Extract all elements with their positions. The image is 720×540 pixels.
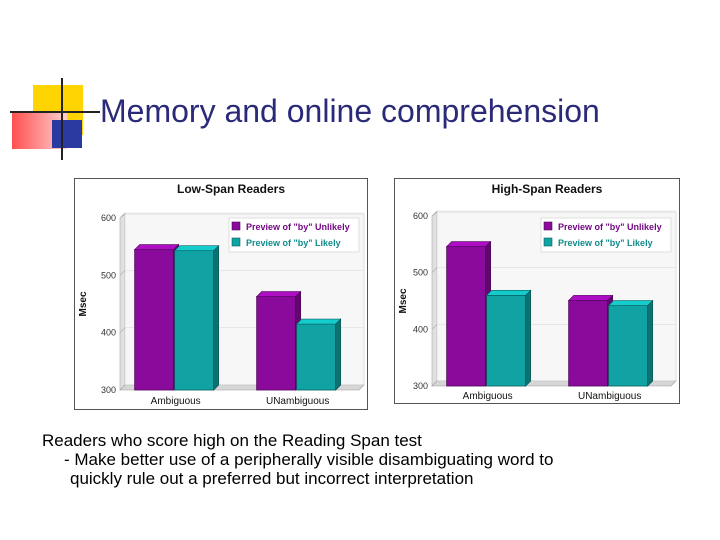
bar-top	[609, 301, 653, 306]
deco-blue-square	[52, 120, 82, 148]
plot-side-wall	[432, 212, 437, 386]
legend-label: Preview of "by" Likely	[558, 238, 653, 248]
y-tick-label: 500	[100, 270, 116, 281]
chart-title: Low-Span Readers	[176, 182, 286, 196]
bar-top	[297, 319, 341, 324]
bar-top	[569, 295, 613, 300]
x-tick-label: UNambiguous	[577, 391, 642, 402]
bar	[569, 300, 608, 386]
bar	[487, 295, 526, 386]
bar-top	[175, 246, 219, 251]
chart-title: High-Span Readers	[491, 182, 603, 196]
bar	[135, 250, 174, 390]
legend-swatch	[232, 238, 240, 246]
high-span-chart-svg	[394, 178, 680, 404]
legend-swatch	[232, 222, 240, 230]
legend-label: Preview of "by" Unlikely	[558, 222, 662, 232]
x-tick-label: UNambiguous	[265, 396, 330, 407]
bar	[609, 306, 648, 386]
legend	[229, 218, 359, 252]
body-line-2: - Make better use of a peripherally visible disambiguating word to	[64, 450, 554, 469]
legend-label: Preview of "by" Likely	[246, 238, 341, 248]
legend-label: Preview of "by" Unlikely	[246, 222, 350, 232]
low-span-chart-svg	[74, 178, 368, 410]
bar-side	[648, 301, 653, 386]
plot-side-wall	[120, 214, 125, 390]
y-tick-label: 600	[100, 213, 116, 223]
bar-side	[526, 290, 531, 386]
bar-top	[447, 242, 491, 247]
bar-top	[487, 290, 531, 295]
y-tick-label: 300	[100, 385, 116, 395]
body-line-1: Readers who score high on the Reading Span test	[42, 431, 422, 450]
deco-vertical-line	[61, 78, 63, 160]
slide-title: Memory and online comprehension	[100, 93, 600, 129]
low-span-chart	[74, 178, 368, 410]
y-tick-label: 400	[412, 324, 428, 335]
body-line-3: quickly rule out a preferred but incorrect interpretation	[70, 469, 474, 488]
y-tick-label: 600	[412, 211, 428, 221]
legend	[541, 218, 671, 252]
deco-horizontal-line	[10, 111, 100, 113]
bar	[257, 297, 296, 390]
bar	[175, 251, 214, 390]
y-tick-label: 500	[412, 267, 428, 278]
bar	[297, 324, 336, 390]
legend-swatch	[544, 238, 552, 246]
y-tick-label: 400	[100, 327, 116, 338]
y-axis-label: Msec	[398, 288, 409, 314]
x-tick-label: Ambiguous	[150, 396, 201, 407]
bar	[447, 247, 486, 386]
y-tick-label: 300	[412, 381, 428, 391]
high-span-chart	[394, 178, 680, 404]
bar-top	[135, 245, 179, 250]
bar-side	[336, 319, 341, 390]
body-text	[42, 431, 553, 488]
x-tick-label: Ambiguous	[462, 391, 513, 402]
bar-side	[214, 246, 219, 390]
y-axis-label: Msec	[78, 291, 89, 317]
bar-top	[257, 292, 301, 297]
legend-swatch	[544, 222, 552, 230]
